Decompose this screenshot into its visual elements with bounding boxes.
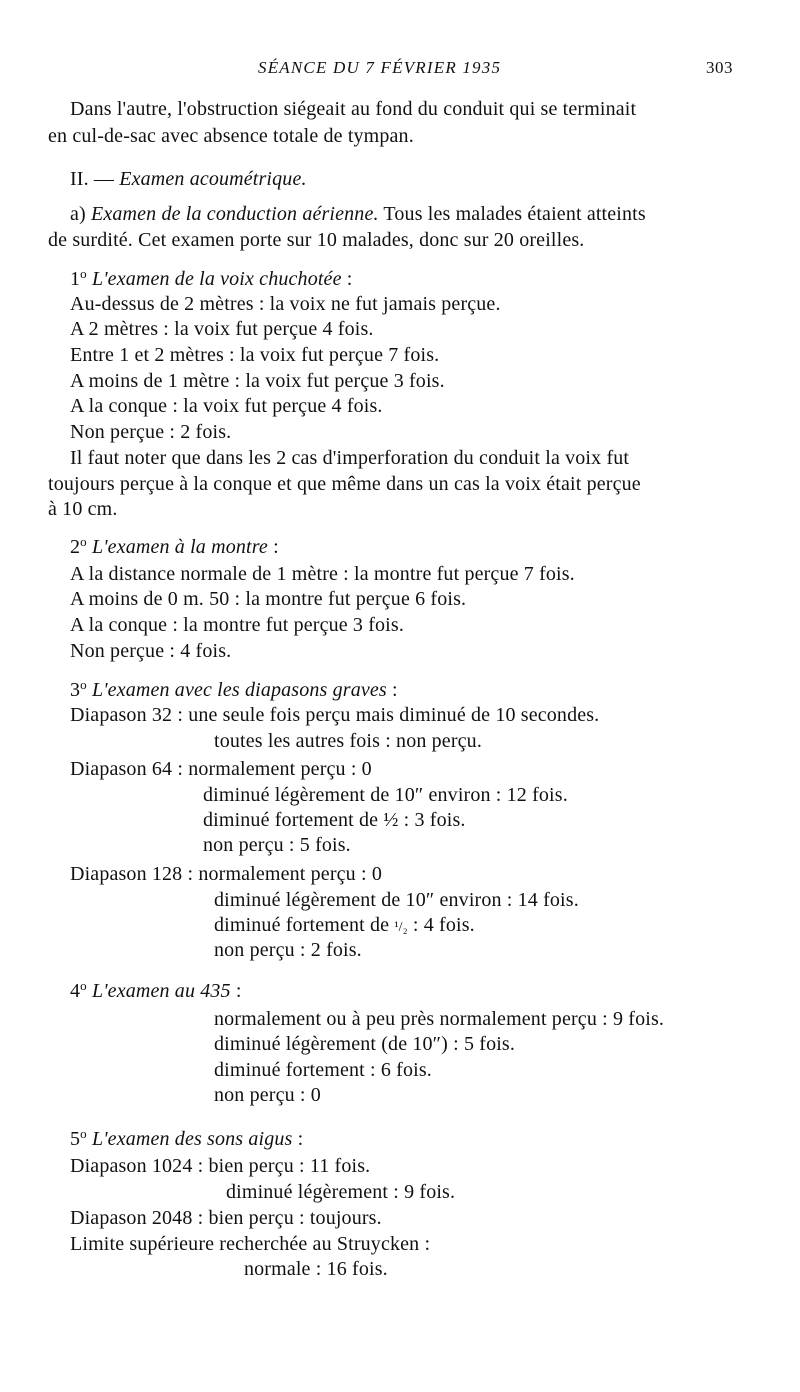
item-number: 1 bbox=[70, 268, 81, 290]
subsection-text: Tous les malades étaient atteints bbox=[378, 203, 646, 225]
item-ordinal: o bbox=[80, 978, 87, 993]
tuning-fork-line: Diapason 32 : une seule fois perçu mais diminué de 10 secondes. bbox=[70, 704, 600, 726]
tuning-fork-line: Diapason 1024 : bien perçu : 11 fois. bbox=[70, 1155, 371, 1177]
tuning-fork-line: non perçu : 2 fois. bbox=[214, 939, 362, 961]
paragraph-line: de surdité. Cet examen porte sur 10 malades, donc sur 20 oreilles. bbox=[48, 229, 585, 251]
result-line: Non perçue : 2 fois. bbox=[70, 421, 232, 443]
item-ordinal: o bbox=[80, 266, 87, 281]
section-number: II. — bbox=[70, 168, 120, 190]
result-line: Limite supérieure recherchée au Struycken : bbox=[70, 1233, 431, 1255]
item-ordinal: o bbox=[80, 677, 87, 692]
result-line: Au-dessus de 2 mètres : la voix ne fut jamais perçue. bbox=[70, 293, 501, 315]
fraction: ½ bbox=[383, 809, 399, 831]
tuning-fork-line: Diapason 128 : normalement perçu : 0 bbox=[70, 863, 382, 885]
item-title: L'examen au 435 bbox=[91, 980, 231, 1002]
tuning-fork-line: diminué légèrement de 10″ environ : 12 fois. bbox=[203, 784, 568, 806]
paragraph-line: à 10 cm. bbox=[48, 498, 118, 520]
tuning-fork-count: : 4 fois. bbox=[407, 914, 475, 936]
section-heading bbox=[70, 167, 307, 191]
result-line: diminué légèrement (de 10″) : 5 fois. bbox=[214, 1033, 516, 1055]
subsection-title: Examen de la conduction aérienne. bbox=[91, 203, 379, 225]
paragraph-line: en cul-de-sac avec absence totale de tympan. bbox=[48, 125, 414, 147]
item-title: L'examen de la voix chuchotée bbox=[91, 268, 342, 290]
tuning-fork-line: diminué légèrement de 10″ environ : 14 fois. bbox=[214, 889, 579, 911]
result-line: non perçu : 0 bbox=[214, 1084, 321, 1106]
item-title: L'examen des sons aigus bbox=[91, 1128, 293, 1150]
item-colon: : bbox=[341, 268, 353, 290]
result-line: A moins de 1 mètre : la voix fut perçue 3 fois. bbox=[70, 370, 445, 392]
item-number: 4 bbox=[70, 980, 81, 1002]
result-line: A la conque : la voix fut perçue 4 fois. bbox=[70, 395, 383, 417]
tuning-fork-line: Diapason 64 : normalement perçu : 0 bbox=[70, 758, 372, 780]
result-line: diminué fortement : 6 fois. bbox=[214, 1059, 432, 1081]
item-colon: : bbox=[267, 536, 279, 558]
section-title: Examen acoumétrique. bbox=[119, 168, 307, 190]
paragraph-line: Dans l'autre, l'obstruction siégeait au fond du conduit qui se terminait bbox=[70, 98, 637, 120]
tuning-fork-line: Diapason 2048 : bien perçu : toujours. bbox=[70, 1207, 382, 1229]
item-heading bbox=[70, 974, 242, 1003]
item-title: L'examen avec les diapasons graves bbox=[91, 679, 387, 701]
item-heading bbox=[70, 1122, 303, 1151]
page-number: 303 bbox=[706, 58, 733, 77]
subsection-line bbox=[70, 202, 646, 226]
tuning-fork-text: diminué fortement de bbox=[214, 914, 395, 936]
paragraph-line: Il faut noter que dans les 2 cas d'imperforation du conduit la voix fut bbox=[70, 447, 630, 469]
item-heading bbox=[70, 673, 398, 702]
tuning-fork-line: non perçu : 5 fois. bbox=[203, 834, 351, 856]
subsection-marker: a) bbox=[70, 203, 91, 225]
result-line: A la distance normale de 1 mètre : la montre fut perçue 7 fois. bbox=[70, 563, 575, 585]
tuning-fork-line: diminué légèrement : 9 fois. bbox=[226, 1181, 456, 1203]
item-ordinal: o bbox=[80, 534, 87, 549]
result-line: A la conque : la montre fut perçue 3 fois. bbox=[70, 614, 404, 636]
item-title: L'examen à la montre bbox=[91, 536, 268, 558]
item-number: 3 bbox=[70, 679, 81, 701]
paragraph-line: toujours perçue à la conque et que même dans un cas la voix était perçue bbox=[48, 473, 641, 495]
item-colon: : bbox=[292, 1128, 304, 1150]
item-ordinal: o bbox=[80, 1126, 87, 1141]
result-line: Entre 1 et 2 mètres : la voix fut perçue 7 fois. bbox=[70, 344, 440, 366]
fraction: ¹/₂ bbox=[394, 920, 408, 935]
running-header bbox=[0, 58, 800, 82]
tuning-fork-text: diminué fortement de bbox=[203, 809, 384, 831]
item-heading bbox=[70, 530, 279, 559]
item-colon: : bbox=[230, 980, 242, 1002]
result-line: Non perçue : 4 fois. bbox=[70, 640, 232, 662]
tuning-fork-count: : 3 fois. bbox=[398, 809, 466, 831]
running-title: SÉANCE DU 7 FÉVRIER 1935 bbox=[258, 58, 502, 77]
item-number: 5 bbox=[70, 1128, 81, 1150]
result-line: normalement ou à peu près normalement perçu : 9 fois. bbox=[214, 1008, 665, 1030]
result-line: A moins de 0 m. 50 : la montre fut perçue 6 fois. bbox=[70, 588, 467, 610]
item-colon: : bbox=[386, 679, 398, 701]
tuning-fork-line: toutes les autres fois : non perçu. bbox=[214, 730, 482, 752]
tuning-fork-line bbox=[214, 913, 475, 940]
item-number: 2 bbox=[70, 536, 81, 558]
result-line: A 2 mètres : la voix fut perçue 4 fois. bbox=[70, 318, 374, 340]
result-line: normale : 16 fois. bbox=[244, 1258, 388, 1280]
item-heading bbox=[70, 262, 352, 291]
tuning-fork-line bbox=[203, 808, 466, 832]
